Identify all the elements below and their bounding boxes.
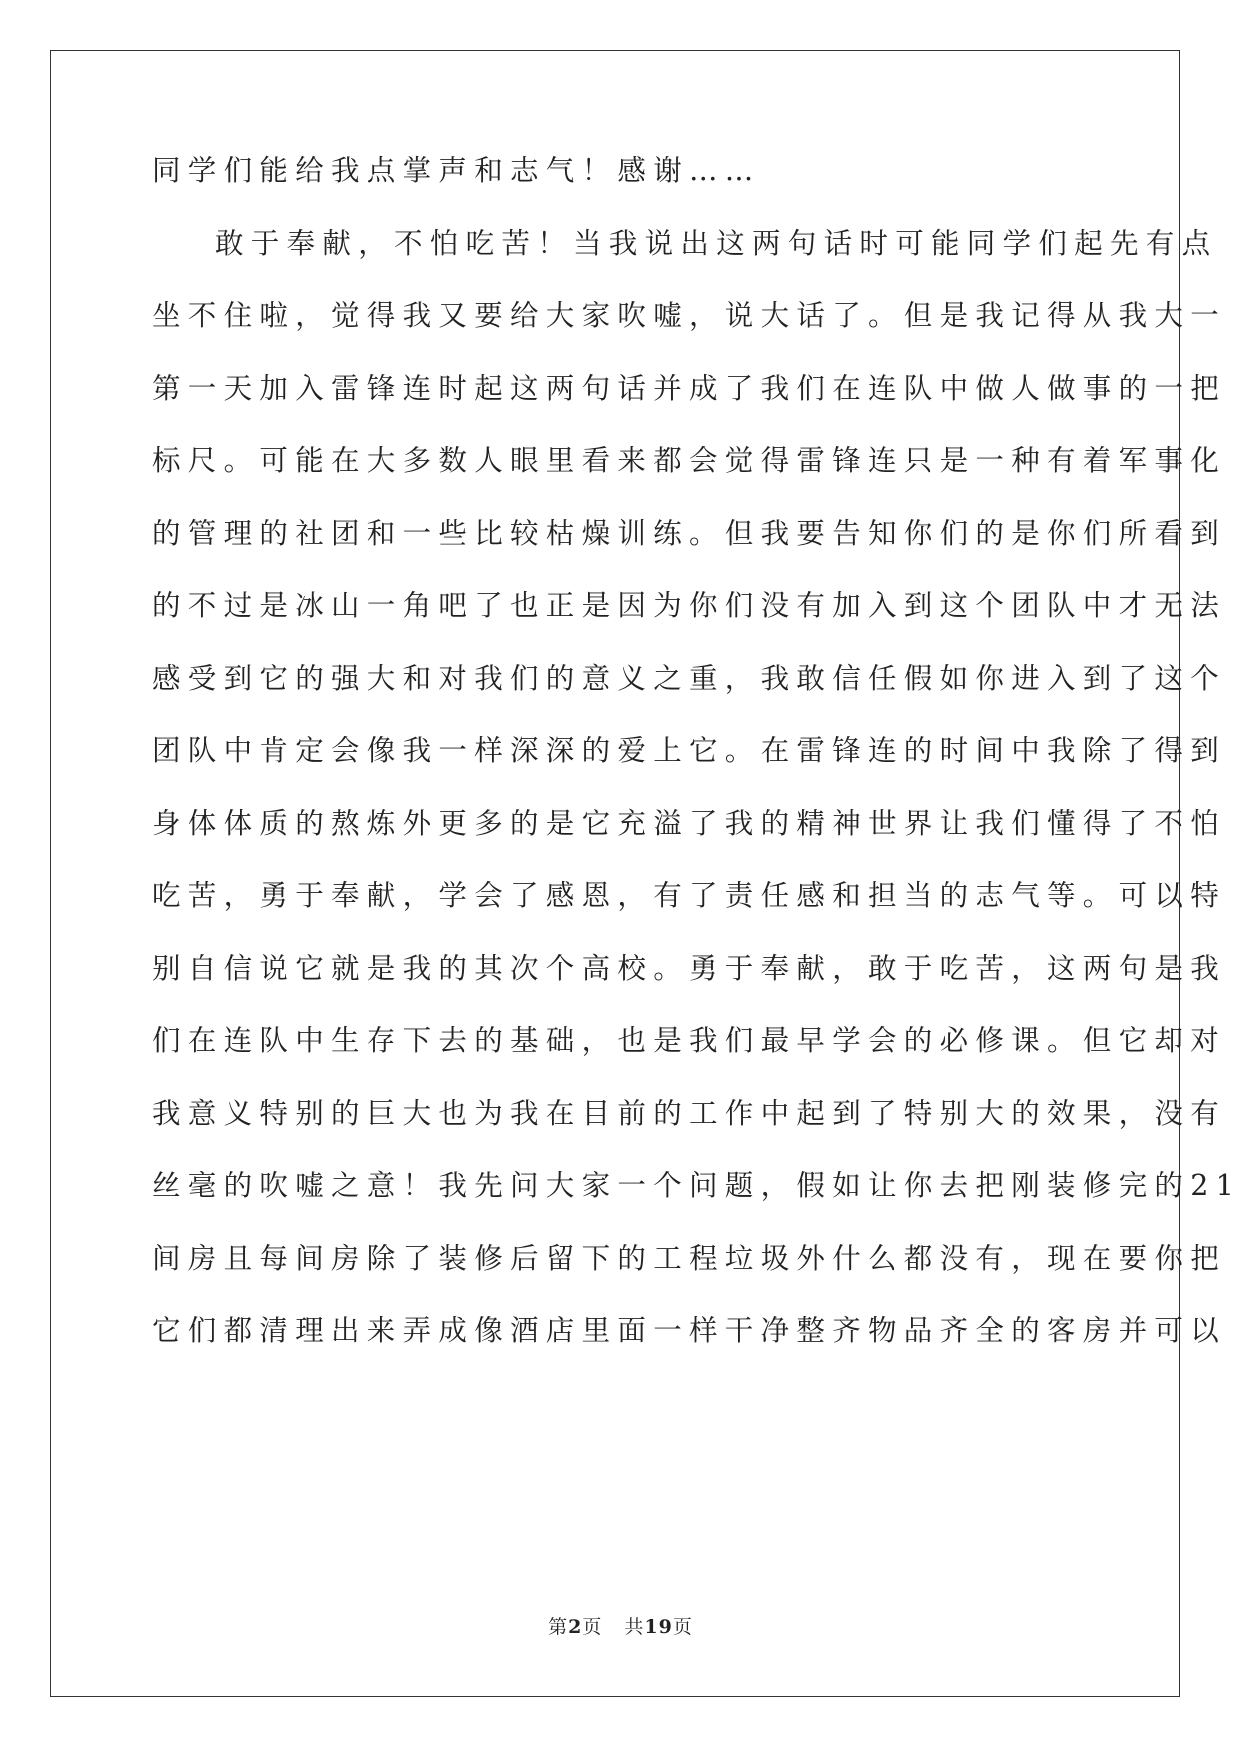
text-line: 的不过是冰山一角吧了也正是因为你们没有加入到这个团队中才无法 <box>152 589 1227 622</box>
text-line: 同学们能给我点掌声和志气！感谢…… <box>152 154 761 187</box>
page-number: 2 <box>568 1616 583 1638</box>
text-line: 别自信说它就是我的其次个高校。勇于奉献，敢于吃苦，这两句是我 <box>152 952 1227 985</box>
text-line: 丝毫的吹嘘之意！我先问大家一个问题，假如让你去把刚装修完的21 <box>152 1169 1241 1202</box>
text-line: 吃苦，勇于奉献，学会了感恩，有了责任感和担当的志气等。可以特 <box>152 879 1227 912</box>
text-line: 身体体质的熬炼外更多的是它充溢了我的精神世界让我们懂得了不怕 <box>152 807 1227 840</box>
total-pages: 19 <box>644 1616 673 1638</box>
total-prefix: 共 <box>624 1616 645 1638</box>
total-suffix: 页 <box>672 1616 693 1638</box>
text-line: 第一天加入雷锋连时起这两句话并成了我们在连队中做人做事的一把 <box>152 372 1227 405</box>
text-line: 们在连队中生存下去的基础，也是我们最早学会的必修课。但它却对 <box>152 1024 1227 1057</box>
text-line: 我意义特别的巨大也为我在目前的工作中起到了特别大的效果，没有 <box>152 1097 1227 1130</box>
paragraph-first-line: 敢于奉献，不怕吃苦！当我说出这两句话时可能同学们起先有点 <box>215 227 1218 260</box>
page-suffix: 页 <box>582 1616 603 1638</box>
page-footer <box>0 1612 1241 1639</box>
text-line: 感受到它的强大和对我们的意义之重，我敢信任假如你进入到了这个 <box>152 662 1227 695</box>
page-prefix: 第 <box>548 1616 569 1638</box>
text-line: 标尺。可能在大多数人眼里看来都会觉得雷锋连只是一种有着军事化 <box>152 444 1227 477</box>
text-line: 它们都清理出来弄成像酒店里面一样干净整齐物品齐全的客房并可以 <box>152 1314 1227 1347</box>
text-line: 的管理的社团和一些比较枯燥训练。但我要告知你们的是你们所看到 <box>152 517 1227 550</box>
text-line: 团队中肯定会像我一样深深的爱上它。在雷锋连的时间中我除了得到 <box>152 734 1227 767</box>
text-line: 坐不住啦，觉得我又要给大家吹嘘，说大话了。但是我记得从我大一 <box>152 299 1227 332</box>
text-line: 间房且每间房除了装修后留下的工程垃圾外什么都没有，现在要你把 <box>152 1242 1227 1275</box>
